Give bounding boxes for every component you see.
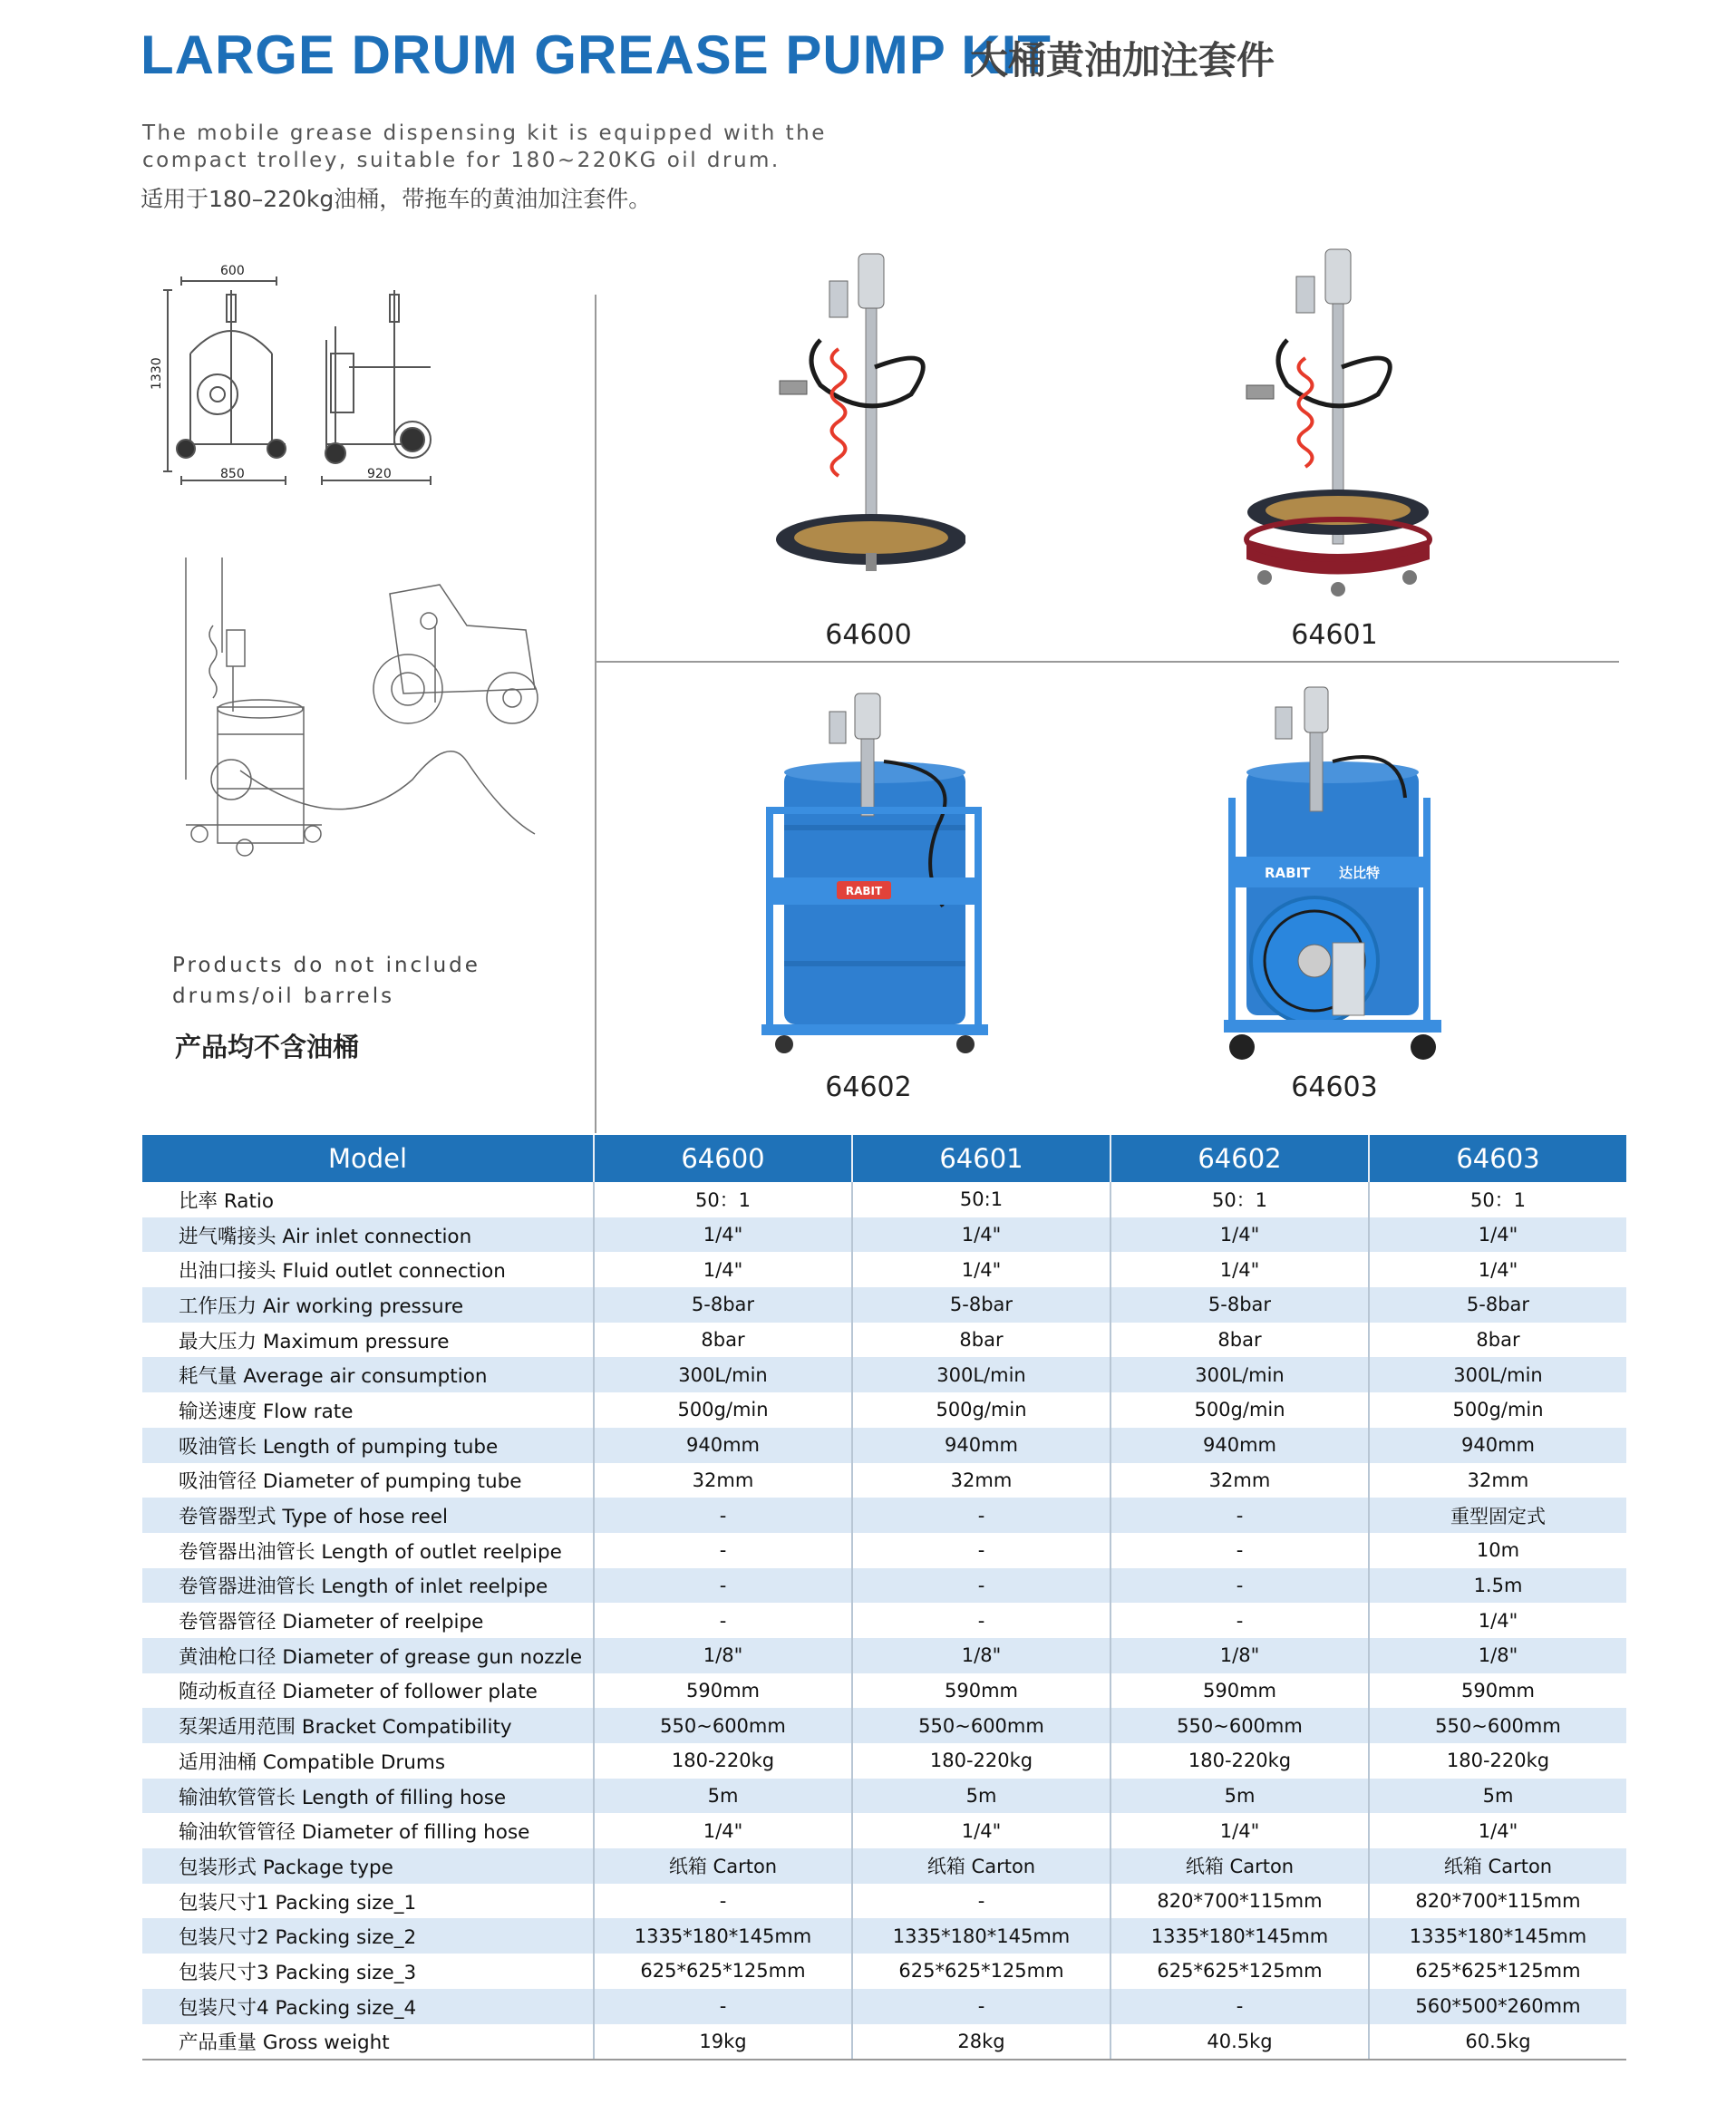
page-title: LARGE DRUM GREASE PUMP KIT: [141, 24, 1052, 85]
svg-text:RABIT: RABIT: [845, 885, 883, 897]
spec-value-cell: 1/8": [1369, 1638, 1626, 1673]
spec-value-cell: 19kg: [594, 2024, 852, 2060]
spec-table: [142, 1135, 1626, 2060]
product-label-64602: 64602: [825, 1071, 912, 1103]
spec-value-cell: -: [594, 1989, 852, 2024]
product-image-64602: [748, 689, 1002, 1061]
spec-value-cell: -: [1110, 1498, 1369, 1533]
table-row: [142, 1463, 1626, 1498]
spec-value-cell: 5-8bar: [1369, 1287, 1626, 1323]
spec-value-cell: 300L/min: [1110, 1357, 1369, 1392]
spec-value-cell: 1335*180*145mm: [1110, 1918, 1369, 1954]
spec-value-cell: 550~600mm: [1369, 1708, 1626, 1743]
spec-value-cell: 180-220kg: [852, 1743, 1110, 1779]
spec-value-cell: 590mm: [852, 1673, 1110, 1709]
spec-value-cell: 32mm: [852, 1463, 1110, 1498]
spec-table-body: [142, 1182, 1626, 2060]
description-line-zh: 适用于180–220kg油桶，带拖车的黄油加注套件。: [141, 186, 652, 212]
spec-value-cell: 550~600mm: [1110, 1708, 1369, 1743]
spec-label-cell: 卷管器出油管长 Length of outlet reelpipe: [179, 1540, 562, 1564]
table-row: [142, 1779, 1626, 1814]
spec-label-cell: 适用油桶 Compatible Drums: [179, 1750, 446, 1774]
svg-text:RABIT: RABIT: [1265, 865, 1311, 881]
header-64601: 64601: [852, 1135, 1110, 1182]
spec-value-cell: -: [852, 1568, 1110, 1604]
note-line-2: drums/oil barrels: [172, 984, 395, 1008]
spec-value-cell: 50:1: [852, 1182, 1110, 1217]
spec-value-cell: 500g/min: [1369, 1392, 1626, 1428]
spec-value-cell: 560*500*260mm: [1369, 1989, 1626, 2024]
table-row: [142, 1252, 1626, 1287]
spec-value-cell: 10m: [1369, 1533, 1626, 1568]
spec-value-cell: 940mm: [594, 1428, 852, 1463]
product-image-64603: [1219, 680, 1446, 1079]
dimension-drawing: [141, 254, 467, 499]
header-64600: 64600: [594, 1135, 852, 1182]
spec-value-cell: 1/8": [1110, 1638, 1369, 1673]
spec-label-cell: 卷管器管径 Diameter of reelpipe: [179, 1611, 484, 1634]
table-row: [142, 1533, 1626, 1568]
spec-value-cell: 1.5m: [1369, 1568, 1626, 1604]
table-row: [142, 1428, 1626, 1463]
spec-value-cell: 625*625*125mm: [852, 1954, 1110, 1989]
spec-value-cell: -: [1110, 1989, 1369, 2024]
product-label-64603: 64603: [1291, 1071, 1378, 1103]
spec-label-cell: 耗气量 Average air consumption: [142, 1357, 594, 1392]
spec-value-cell: 180-220kg: [1369, 1743, 1626, 1779]
spec-value-cell: -: [594, 1568, 852, 1604]
spec-label-cell: 进气嘴接头 Air inlet connection: [142, 1217, 594, 1253]
spec-label-cell: 包装尺寸3 Packing size_3: [179, 1961, 417, 1984]
table-row: [142, 1638, 1626, 1673]
spec-value-cell: -: [852, 1884, 1110, 1919]
spec-value-cell: 50：1: [1110, 1182, 1369, 1217]
table-row: [142, 1392, 1626, 1428]
spec-value-cell: 500g/min: [852, 1392, 1110, 1428]
spec-value-cell: 32mm: [1110, 1463, 1369, 1498]
spec-label-cell: 包装尺寸2 Packing size_2: [142, 1918, 594, 1954]
spec-label-cell: 吸油管径 Diameter of pumping tube: [179, 1470, 522, 1494]
spec-value-cell: 1/4": [1110, 1252, 1369, 1287]
spec-value-cell: 1/4": [852, 1217, 1110, 1253]
spec-value-cell: 重型固定式: [1369, 1498, 1626, 1533]
spec-value-cell: 820*700*115mm: [1110, 1884, 1369, 1919]
spec-value-cell: 32mm: [1369, 1463, 1626, 1498]
table-row: [142, 1357, 1626, 1392]
note-line-zh: 产品均不含油桶: [175, 1032, 360, 1062]
table-row: [142, 1918, 1626, 1954]
spec-value-cell: 5m: [594, 1779, 852, 1814]
spec-value-cell: 550~600mm: [594, 1708, 852, 1743]
spec-value-cell: 28kg: [852, 2024, 1110, 2060]
spec-value-cell: -: [852, 1989, 1110, 2024]
spec-value-cell: -: [594, 1603, 852, 1638]
spec-value-cell: 180-220kg: [1110, 1743, 1369, 1779]
spec-value-cell: 500g/min: [1110, 1392, 1369, 1428]
spec-value-cell: 5m: [852, 1779, 1110, 1814]
spec-value-cell: 8bar: [852, 1323, 1110, 1358]
dim-width-top: 600: [220, 264, 245, 278]
table-row: [142, 1813, 1626, 1848]
spec-label-cell: 卷管器型式 Type of hose reel: [142, 1498, 594, 1533]
table-row: [142, 1884, 1626, 1919]
spec-label-cell: 比率 Ratio: [179, 1189, 275, 1213]
svg-text:达比特: 达比特: [1339, 865, 1381, 881]
spec-value-cell: 1/4": [1369, 1252, 1626, 1287]
spec-value-cell: -: [594, 1533, 852, 1568]
spec-value-cell: -: [594, 1498, 852, 1533]
table-row: [142, 1603, 1626, 1638]
description-line-2: compact trolley, suitable for 180~220KG oil drum.: [142, 149, 781, 172]
spec-label-cell: 输油软管管长 Length of filling hose: [142, 1779, 594, 1814]
spec-label-cell: 输油软管管径 Diameter of filling hose: [179, 1821, 530, 1845]
spec-value-cell: 590mm: [594, 1673, 852, 1709]
spec-value-cell: -: [594, 1884, 852, 1919]
spec-value-cell: 1/4": [1110, 1217, 1369, 1253]
spec-value-cell: -: [852, 1498, 1110, 1533]
product-image-64600: [766, 240, 965, 585]
spec-label-cell: 卷管器进油管长 Length of inlet reelpipe: [142, 1568, 594, 1604]
spec-value-cell: 1/8": [852, 1638, 1110, 1673]
spec-label-cell: 泵架适用范围 Bracket Compatibility: [142, 1708, 594, 1743]
spec-value-cell: 纸箱 Carton: [594, 1848, 852, 1884]
spec-value-cell: 820*700*115mm: [1369, 1884, 1626, 1919]
spec-value-cell: -: [852, 1533, 1110, 1568]
spec-value-cell: 纸箱 Carton: [1110, 1848, 1369, 1884]
spec-value-cell: 8bar: [1369, 1323, 1626, 1358]
spec-value-cell: 5-8bar: [1110, 1287, 1369, 1323]
spec-value-cell: 40.5kg: [1110, 2024, 1369, 2060]
usage-illustration: [177, 553, 539, 870]
spec-value-cell: 纸箱 Carton: [1369, 1848, 1626, 1884]
table-row: [142, 1568, 1626, 1604]
spec-value-cell: 8bar: [594, 1323, 852, 1358]
spec-value-cell: 300L/min: [594, 1357, 852, 1392]
table-row: [142, 1673, 1626, 1709]
header-model: Model: [142, 1135, 594, 1182]
spec-value-cell: -: [852, 1603, 1110, 1638]
table-header-row: [142, 1135, 1626, 1182]
spec-value-cell: 32mm: [594, 1463, 852, 1498]
table-row: [142, 1848, 1626, 1884]
spec-label-cell: 工作压力 Air working pressure: [142, 1287, 594, 1323]
spec-value-cell: 1335*180*145mm: [594, 1918, 852, 1954]
spec-value-cell: 550~600mm: [852, 1708, 1110, 1743]
dim-height: 1330: [150, 357, 164, 390]
table-row: [142, 1989, 1626, 2024]
spec-value-cell: 1/4": [1369, 1603, 1626, 1638]
spec-value-cell: 1/4": [1110, 1813, 1369, 1848]
spec-value-cell: 940mm: [852, 1428, 1110, 1463]
spec-label-cell: 随动板直径 Diameter of follower plate: [179, 1681, 538, 1704]
page-title-zh: 大桶黄油加注套件: [970, 38, 1275, 82]
spec-value-cell: 1/4": [852, 1252, 1110, 1287]
table-row: [142, 1182, 1626, 1217]
spec-value-cell: -: [1110, 1533, 1369, 1568]
spec-value-cell: 625*625*125mm: [1110, 1954, 1369, 1989]
product-label-64600: 64600: [825, 619, 912, 651]
spec-value-cell: 60.5kg: [1369, 2024, 1626, 2060]
spec-value-cell: 5m: [1369, 1779, 1626, 1814]
dim-depth: 920: [367, 467, 392, 481]
table-row: [142, 1323, 1626, 1358]
spec-value-cell: 1335*180*145mm: [1369, 1918, 1626, 1954]
product-image-64601: [1233, 240, 1432, 603]
spec-value-cell: 1/4": [852, 1813, 1110, 1848]
spec-value-cell: 180-220kg: [594, 1743, 852, 1779]
spec-value-cell: 50：1: [1369, 1182, 1626, 1217]
spec-label-cell: 包装尺寸1 Packing size_1: [179, 1891, 417, 1915]
spec-value-cell: 50：1: [594, 1182, 852, 1217]
table-row: [142, 1708, 1626, 1743]
spec-value-cell: 纸箱 Carton: [852, 1848, 1110, 1884]
spec-value-cell: 625*625*125mm: [1369, 1954, 1626, 1989]
spec-value-cell: 5m: [1110, 1779, 1369, 1814]
table-row: [142, 1498, 1626, 1533]
spec-value-cell: 5-8bar: [594, 1287, 852, 1323]
table-row: [142, 2024, 1626, 2060]
table-row: [142, 1743, 1626, 1779]
table-row: [142, 1287, 1626, 1323]
product-label-64601: 64601: [1291, 619, 1378, 651]
spec-value-cell: 1/4": [1369, 1217, 1626, 1253]
header-64602: 64602: [1110, 1135, 1369, 1182]
spec-value-cell: 940mm: [1110, 1428, 1369, 1463]
header-64603: 64603: [1369, 1135, 1626, 1182]
spec-value-cell: 1/4": [594, 1813, 852, 1848]
spec-label-cell: 输送速度 Flow rate: [179, 1400, 354, 1423]
spec-value-cell: 1/4": [1369, 1813, 1626, 1848]
spec-value-cell: -: [1110, 1603, 1369, 1638]
description-line-1: The mobile grease dispensing kit is equipped with the: [142, 121, 827, 145]
spec-label-cell: 出油口接头 Fluid outlet connection: [179, 1260, 506, 1284]
spec-value-cell: 940mm: [1369, 1428, 1626, 1463]
spec-value-cell: -: [1110, 1568, 1369, 1604]
spec-label-cell: 最大压力 Maximum pressure: [179, 1330, 450, 1353]
spec-value-cell: 300L/min: [852, 1357, 1110, 1392]
spec-value-cell: 1/8": [594, 1638, 852, 1673]
spec-label-cell: 吸油管长 Length of pumping tube: [142, 1428, 594, 1463]
spec-value-cell: 500g/min: [594, 1392, 852, 1428]
spec-label-cell: 包装形式 Package type: [142, 1848, 594, 1884]
spec-value-cell: 1/4": [594, 1217, 852, 1253]
spec-value-cell: 8bar: [1110, 1323, 1369, 1358]
vertical-divider: [595, 295, 596, 1133]
spec-value-cell: 625*625*125mm: [594, 1954, 852, 1989]
spec-label-cell: 包装尺寸4 Packing size_4: [142, 1989, 594, 2024]
note-line-1: Products do not include: [172, 954, 480, 977]
spec-value-cell: 300L/min: [1369, 1357, 1626, 1392]
horizontal-divider: [595, 661, 1619, 663]
spec-value-cell: 1/4": [594, 1252, 852, 1287]
spec-value-cell: 1335*180*145mm: [852, 1918, 1110, 1954]
spec-value-cell: 5-8bar: [852, 1287, 1110, 1323]
spec-label-cell: 黄油枪口径 Diameter of grease gun nozzle: [142, 1638, 594, 1673]
spec-value-cell: 590mm: [1369, 1673, 1626, 1709]
table-row: [142, 1217, 1626, 1253]
spec-value-cell: 590mm: [1110, 1673, 1369, 1709]
dim-width-bottom: 850: [220, 467, 245, 481]
table-row: [142, 1954, 1626, 1989]
spec-label-cell: 产品重量 Gross weight: [142, 2024, 594, 2060]
